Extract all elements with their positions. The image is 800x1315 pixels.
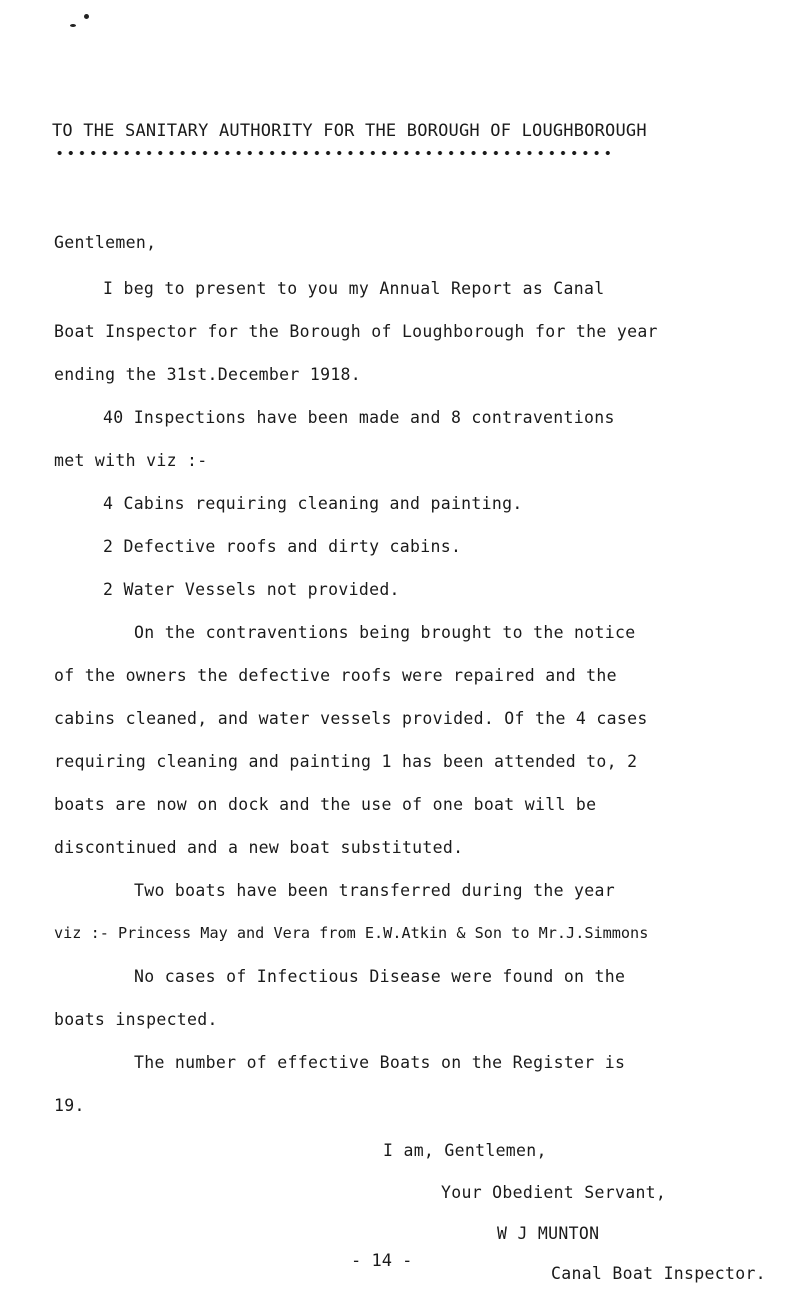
body-line: 4 Cabins requiring cleaning and painting.: [103, 494, 523, 513]
body-line: viz :- Princess May and Vera from E.W.Atkin & Son to Mr.J.Simmons: [54, 924, 649, 942]
body-line: met with viz :-: [54, 451, 208, 470]
body-line: 2 Defective roofs and dirty cabins.: [103, 537, 462, 556]
page-number: - 14 -: [351, 1251, 413, 1271]
body-line: ending the 31st.December 1918.: [54, 365, 362, 384]
salutation: Gentlemen,: [54, 233, 157, 252]
closing-line: I am, Gentlemen,: [383, 1141, 547, 1160]
title-dotted-underline: [54, 150, 614, 156]
document-title: TO THE SANITARY AUTHORITY FOR THE BOROUGH OF LOUGHBOROUGH: [52, 121, 647, 141]
body-line: boats are now on dock and the use of one boat will be: [54, 795, 597, 814]
body-line: discontinued and a new boat substituted.: [54, 838, 464, 857]
body-line: No cases of Infectious Disease were found on the: [134, 967, 626, 986]
closing-line: Your Obedient Servant,: [441, 1183, 667, 1202]
signatory-position: Canal Boat Inspector.: [551, 1264, 766, 1283]
body-line: The number of effective Boats on the Register is: [134, 1053, 626, 1072]
body-line: On the contraventions being brought to the notice: [134, 623, 636, 642]
body-line: 40 Inspections have been made and 8 contraventions: [103, 408, 615, 427]
body-line: Two boats have been transferred during the year: [134, 881, 615, 900]
body-line: 2 Water Vessels not provided.: [103, 580, 400, 599]
body-line: 19.: [54, 1096, 85, 1115]
body-line: boats inspected.: [54, 1010, 218, 1029]
signatory-name: W J MUNTON: [497, 1224, 600, 1243]
body-line: Boat Inspector for the Borough of Loughborough for the year: [54, 322, 658, 341]
body-line: requiring cleaning and painting 1 has been attended to, 2: [54, 752, 638, 771]
body-line: cabins cleaned, and water vessels provided. Of the 4 cases: [54, 709, 648, 728]
body-line: of the owners the defective roofs were repaired and the: [54, 666, 617, 685]
page-mark: [84, 14, 89, 19]
page-mark: [70, 24, 76, 27]
body-line: I beg to present to you my Annual Report as Canal: [103, 279, 605, 298]
